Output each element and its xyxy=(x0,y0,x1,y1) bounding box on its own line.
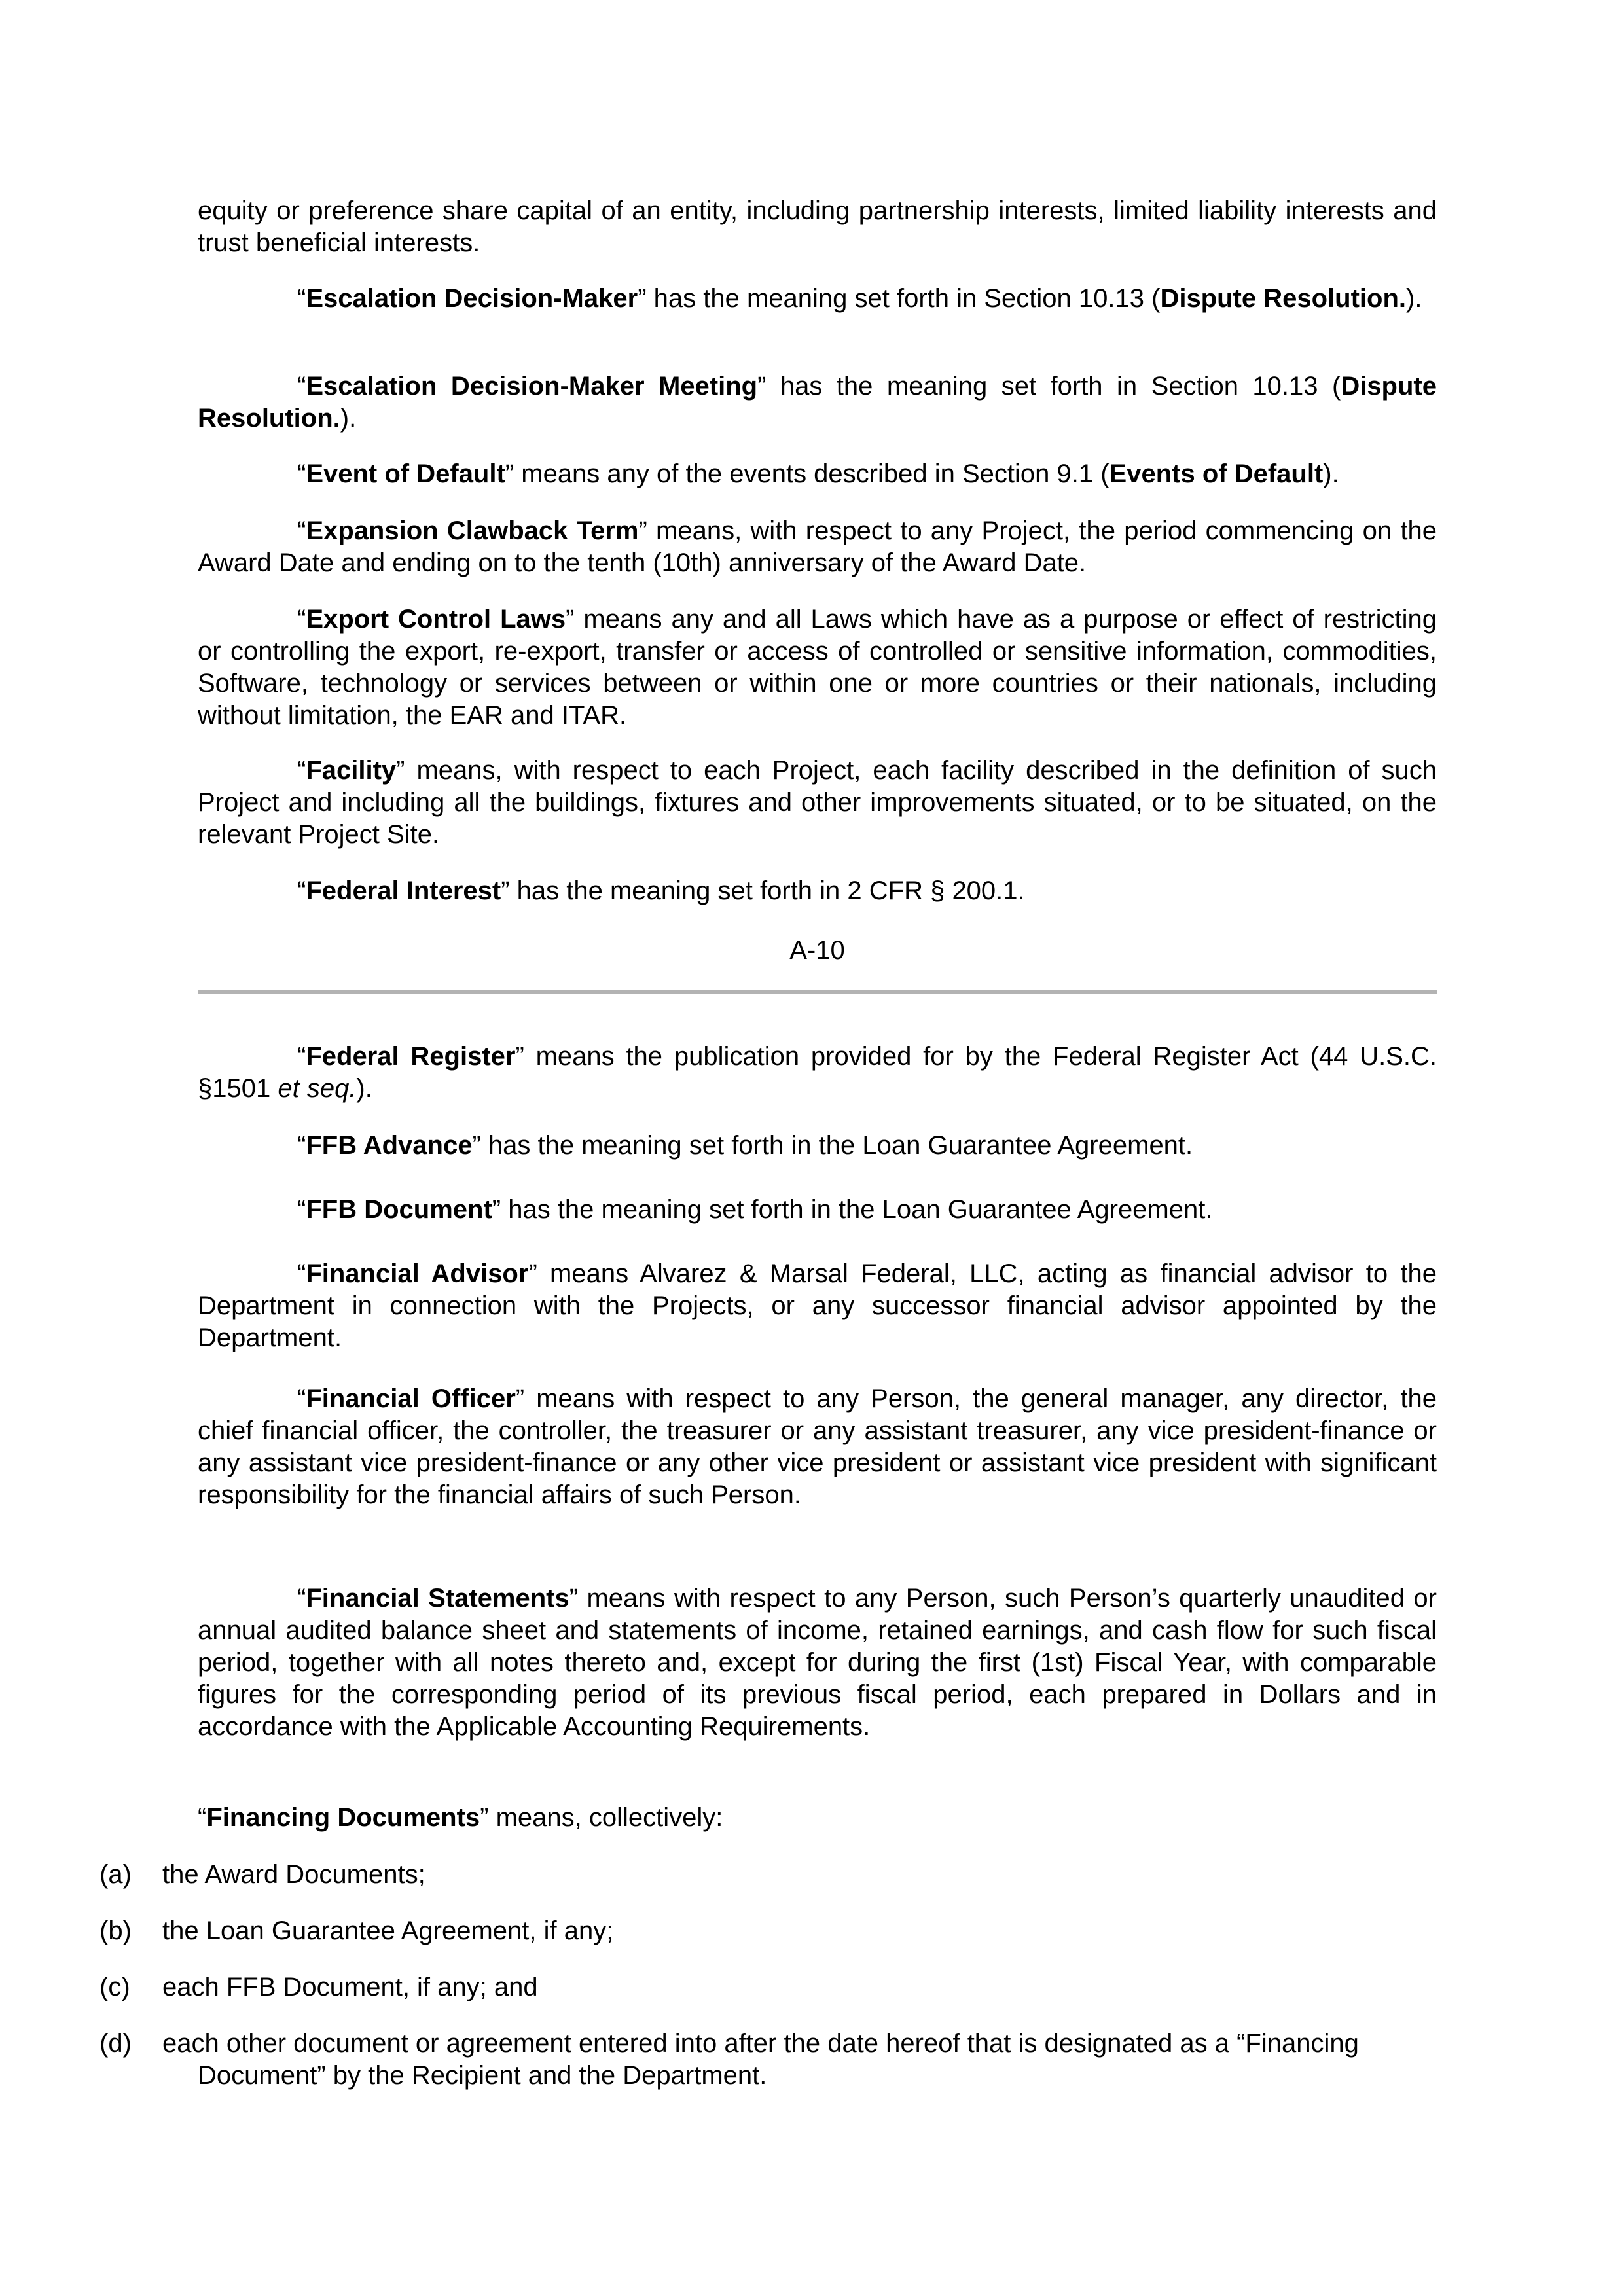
defined-term: Facility xyxy=(306,756,397,785)
section-reference: Dispute Resolution. xyxy=(198,372,1437,433)
list-marker: (c) xyxy=(99,1973,130,2001)
section-reference: Dispute Resolution. xyxy=(1160,284,1407,313)
definition-financial-statements: “Financial Statements” means with respect to any Person, such Person’s quarterly unaudited or annual audited balance sheet and statements of income, retained earnings, and cash flow for such fiscal period, together with all notes thereto and, except for during the first (1st) Fiscal Year, with comparable figures for the corresponding period of its previous fiscal period, each prepared in Dollars and in accordance with the Applicable Accounting Requirements. xyxy=(198,1584,1437,1741)
list-marker: (d) xyxy=(99,2029,132,2058)
definition-ffb-advance: “FFB Advance” has the meaning set forth in the Loan Guarantee Agreement. xyxy=(297,1131,1193,1160)
defined-term: Financial Statements xyxy=(306,1584,569,1613)
defined-term: Financial Advisor xyxy=(306,1259,529,1288)
definition-financing-documents: “Financing Documents” means, collectively: xyxy=(198,1803,723,1832)
defined-term: Financial Officer xyxy=(306,1384,516,1413)
section-reference: Events of Default xyxy=(1109,459,1324,488)
defined-term: FFB Document xyxy=(306,1195,492,1224)
paragraph-equity-continuation: equity or preference share capital of an entity, including partnership interests, limited liability interests and trust beneficial interests. xyxy=(198,196,1437,257)
definition-financial-advisor: “Financial Advisor” means Alvarez & Marsal Federal, LLC, acting as financial advisor to the Department in connection with the Projects, or any successor financial advisor appointed by the Department. xyxy=(198,1259,1437,1352)
list-item: (c) each FFB Document, if any; and xyxy=(99,1971,1437,2003)
list-item: (b) the Loan Guarantee Agreement, if any; xyxy=(99,1915,1437,1947)
list-marker: (b) xyxy=(99,1916,132,1945)
defined-term: Event of Default xyxy=(306,459,505,488)
italic-term: et seq. xyxy=(278,1074,357,1103)
definition-facility: “Facility” means, with respect to each Project, each facility described in the definition of such Project and including all the buildings, fixtures and other improvements situated, or to be situated, on the relevant Project Site. xyxy=(198,756,1437,849)
definition-escalation-decision-maker: “Escalation Decision-Maker” has the meaning set forth in Section 10.13 (Dispute Resolution.). xyxy=(297,284,1422,313)
list-item: (d) each other document or agreement entered into after the date hereof that is designated as a “Financing Document” by the Recipient and the Department. xyxy=(99,2029,1359,2090)
defined-term: Financing Documents xyxy=(206,1803,480,1832)
definition-federal-register: “Federal Register” means the publication provided for by the Federal Register Act (44 U.S.C. §1501 et seq.). xyxy=(198,1042,1437,1103)
list-marker: (a) xyxy=(99,1860,132,1889)
definition-financial-officer: “Financial Officer” means with respect to any Person, the general manager, any director, the chief financial officer, the controller, the treasurer or any assistant treasurer, any vice president-finance or any assistant vice president-finance or any other vice president or assistant vice president with significant responsibility for the financial affairs of such Person. xyxy=(198,1384,1437,1509)
defined-term: Expansion Clawback Term xyxy=(306,516,639,545)
defined-term: Escalation Decision-Maker Meeting xyxy=(306,372,758,401)
definition-escalation-decision-maker-meeting: “Escalation Decision-Maker Meeting” has the meaning set forth in Section 10.13 (Dispute Resolution.). xyxy=(198,372,1437,433)
definition-export-control-laws: “Export Control Laws” means any and all Laws which have as a purpose or effect of restricting or controlling the export, re-export, transfer or access of controlled or sensitive information, commodities, Software, technology or services between or within one or more countries or their nationals, including without limitation, the EAR and ITAR. xyxy=(198,605,1437,730)
defined-term: Escalation Decision-Maker xyxy=(306,284,638,313)
list-item: (a) the Award Documents; xyxy=(99,1859,1437,1891)
defined-term: Export Control Laws xyxy=(306,605,566,634)
defined-term: Federal Register xyxy=(306,1042,516,1071)
page-number: A-10 xyxy=(789,936,845,965)
page-separator xyxy=(198,990,1437,994)
definition-event-of-default: “Event of Default” means any of the events described in Section 9.1 (Events of Default). xyxy=(297,459,1339,488)
definition-expansion-clawback-term: “Expansion Clawback Term” means, with respect to any Project, the period commencing on the Award Date and ending on to the tenth (10th) anniversary of the Award Date. xyxy=(198,516,1437,577)
defined-term: FFB Advance xyxy=(306,1131,473,1160)
definition-federal-interest: “Federal Interest” has the meaning set forth in 2 CFR § 200.1. xyxy=(297,876,1025,905)
defined-term: Federal Interest xyxy=(306,876,501,905)
definition-ffb-document: “FFB Document” has the meaning set forth in the Loan Guarantee Agreement. xyxy=(297,1195,1213,1224)
